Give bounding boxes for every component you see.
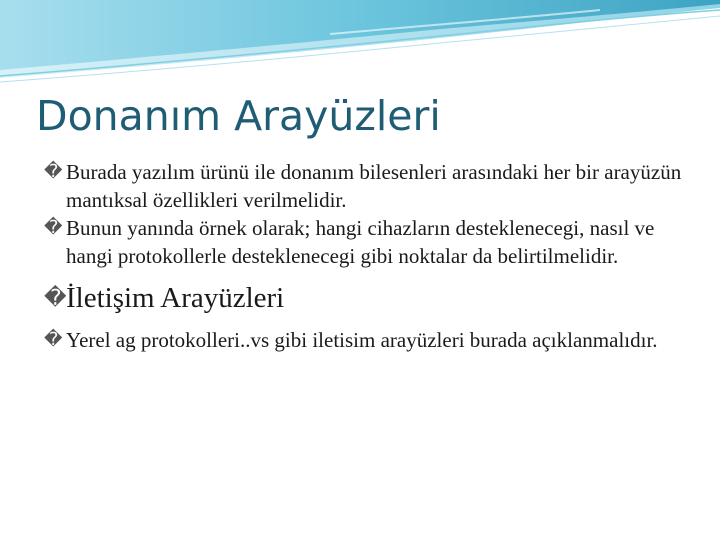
bullet-marker-icon: � xyxy=(44,217,63,238)
bullet-text: Yerel ag protokolleri..vs gibi iletisim arayüzleri burada açıklanmalıdır. xyxy=(66,328,658,352)
bullet-marker-icon: � xyxy=(44,286,67,311)
section-heading xyxy=(44,280,704,316)
bullet-text: Bunun yanında örnek olarak; hangi cihazların desteklenecegi, nasıl ve hangi protokollerle desteklenecegi gibi noktalar da belirtilmelidir. xyxy=(66,216,655,268)
bullet-item xyxy=(44,326,704,354)
bullet-marker-icon: � xyxy=(44,161,63,182)
bullet-text: Burada yazılım ürünü ile donanım bilesenleri arasındaki her bir arayüzün mantıksal özellikleri verilmelidir. xyxy=(66,160,682,212)
bullet-item xyxy=(44,214,704,270)
slide-body xyxy=(44,158,704,354)
header-wave-decoration xyxy=(0,0,720,90)
bullet-marker-icon: � xyxy=(44,329,63,350)
slide-title: Donanım Arayüzleri xyxy=(36,92,441,140)
bullet-item xyxy=(44,158,704,214)
section-heading-text: İletişim Arayüzleri xyxy=(66,282,285,314)
